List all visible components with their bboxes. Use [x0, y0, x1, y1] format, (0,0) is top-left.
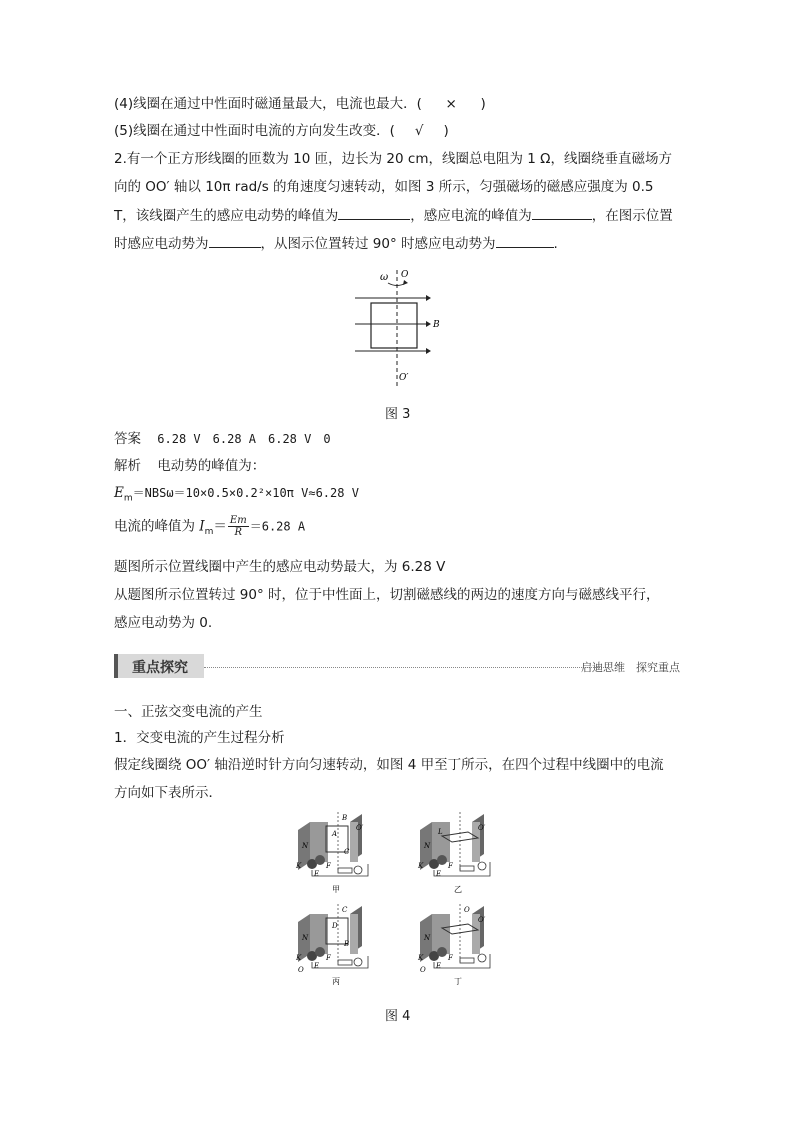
problem-2-line-3-c: ，在图示位置 — [591, 208, 673, 224]
svg-text:B: B — [344, 940, 350, 948]
panel-label: 甲 — [332, 885, 340, 894]
svg-text:L: L — [438, 828, 443, 836]
svg-text:E: E — [314, 962, 320, 970]
current-symbol: I — [199, 518, 205, 535]
section-subtitle: 启迪思维 探究重点 — [581, 661, 680, 674]
part-1-heading: 一、正弦交变电流的产生 — [114, 704, 263, 720]
rotation-arrowhead-icon — [403, 280, 408, 285]
svg-text:E: E — [436, 870, 442, 878]
figure-4-diagram — [290, 810, 510, 996]
svg-text:O′: O′ — [478, 916, 486, 924]
svg-text:K: K — [296, 862, 302, 870]
svg-text:D: D — [332, 922, 338, 930]
statement-4 — [114, 94, 486, 114]
analysis-intro: 电动势的峰值为： — [157, 458, 266, 474]
svg-text:K: K — [418, 862, 424, 870]
statement-5 — [114, 121, 449, 141]
current-peak-lead: 电流的峰值为 — [114, 518, 195, 535]
panel-label: 乙 — [454, 885, 462, 894]
figure-3-caption: 图 3 — [385, 407, 411, 422]
svg-text:N: N — [424, 842, 431, 850]
emf-symbol: E — [114, 485, 124, 501]
svg-text:A: A — [332, 830, 338, 838]
svg-text:O: O — [420, 966, 426, 974]
statement-5-text: (5)线圈在通过中性面时电流的方向发生改变．( — [114, 123, 395, 139]
section-header — [114, 654, 680, 680]
svg-text:F: F — [448, 954, 453, 962]
answer-blank-4[interactable] — [496, 233, 554, 248]
svg-text:B: B — [342, 814, 348, 822]
svg-text:N: N — [302, 842, 309, 850]
fraction-numerator: Em — [229, 515, 247, 526]
problem-2-line-4-b: ，从图示位置转过 90° 时感应电动势为 — [260, 236, 496, 252]
svg-text:F: F — [448, 862, 453, 870]
problem-2-line-1: 2.有一个正方形线圈的匝数为 10 匝，边长为 20 cm，线圈总电阻为 1 Ω，线圈绕垂直磁场方 — [114, 151, 672, 167]
o-label: O — [401, 270, 409, 280]
statement-4-text: (4)线圈在通过中性面时磁通量最大，电流也最大．( — [114, 96, 422, 112]
emf-peak-equation — [114, 483, 359, 509]
svg-text:C: C — [344, 848, 350, 856]
problem-2-line-3-b: ，感应电流的峰值为 — [410, 208, 532, 224]
fraction-denominator: R — [234, 527, 243, 538]
analysis-line-3: 感应电动势为 0. — [114, 615, 213, 631]
panel-label: 丙 — [332, 977, 340, 986]
analysis-line-2: 从题图所示位置转过 90° 时，位于中性面上，切割磁感线的两边的速度方向与磁感线平行， — [114, 587, 660, 603]
field-lines — [355, 298, 426, 351]
svg-text:E: E — [436, 962, 442, 970]
svg-text:F: F — [326, 954, 331, 962]
answer-blank-3[interactable] — [209, 233, 261, 248]
part-1-subheading: 1．交变电流的产生过程分析 — [114, 730, 285, 746]
field-arrow-icon — [426, 295, 431, 301]
problem-2-line-3 — [114, 205, 673, 226]
svg-text:O: O — [464, 906, 470, 914]
section-tab — [114, 654, 204, 678]
statement-5-close: ) — [443, 123, 449, 139]
statement-4-mark: × — [445, 96, 457, 112]
problem-2-line-3-a: T，该线圈产生的感应电动势的峰值为 — [114, 208, 339, 224]
emf-equation: ＝NBSω＝10×0.5×0.2²×10π V≈6.28 V — [132, 486, 359, 500]
analysis-label: 解析 — [114, 458, 141, 474]
part-1-line-2: 方向如下表所示． — [114, 785, 222, 801]
field-arrow-icon — [426, 321, 431, 327]
current-equation-tail: ＝6.28 A — [249, 519, 306, 534]
svg-text:O′: O′ — [478, 824, 486, 832]
svg-text:O′: O′ — [356, 824, 364, 832]
svg-text:O: O — [298, 966, 304, 974]
part-1-line-1: 假定线圈绕 OO′ 轴沿逆时针方向匀速转动，如图 4 甲至丁所示，在四个过程中线圈中的电流 — [114, 757, 664, 773]
problem-2-line-4-c: . — [553, 236, 558, 252]
o-prime-label: O′ — [399, 373, 409, 383]
svg-text:N: N — [302, 934, 309, 942]
current-subscript: m — [204, 527, 214, 538]
svg-text:F: F — [326, 862, 331, 870]
statement-4-close: ) — [480, 96, 486, 112]
svg-text:N: N — [424, 934, 431, 942]
answer-blank-2[interactable] — [532, 205, 592, 220]
answer-blank-1[interactable] — [338, 205, 410, 220]
analysis-intro-line — [114, 456, 265, 476]
section-title: 重点探究 — [132, 660, 188, 676]
problem-2-line-4 — [114, 233, 558, 254]
svg-text:K: K — [418, 954, 424, 962]
fraction — [228, 515, 249, 538]
analysis-line-1: 题图所示位置线圈中产生的感应电动势最大，为 6.28 V — [114, 559, 446, 575]
answer-line — [114, 429, 331, 449]
panel-yi — [417, 812, 490, 894]
omega-label: ω — [380, 272, 389, 283]
panel-jia — [295, 812, 368, 894]
b-label: B — [433, 320, 440, 330]
problem-2-line-4-a: 时感应电动势为 — [114, 236, 209, 252]
answer-values: 6.28 V 6.28 A 6.28 V 0 — [157, 432, 331, 446]
emf-subscript: m — [123, 493, 133, 504]
panel-bing — [295, 904, 368, 986]
panel-ding — [417, 904, 490, 986]
current-peak-equation: 电流的峰值为 $I_m=$ $\frac{Em}{R}$ ＝6.28 A — [114, 515, 306, 538]
square-coil — [371, 303, 417, 348]
svg-text:E: E — [314, 870, 320, 878]
panel-label: 丁 — [454, 977, 462, 986]
field-arrow-icon — [426, 348, 431, 354]
svg-text:K: K — [296, 954, 302, 962]
answer-label: 答案 — [114, 431, 141, 447]
statement-5-mark: √ — [414, 123, 424, 139]
svg-text:C: C — [342, 906, 348, 914]
section-divider — [204, 667, 608, 668]
problem-2-line-2: 向的 OO′ 轴以 10π rad/s 的角速度匀速转动，如图 3 所示，匀强磁场的磁感应强度为 0.5 — [114, 179, 654, 195]
figure-4-caption: 图 4 — [385, 1009, 411, 1024]
figure-3-diagram — [350, 266, 450, 388]
